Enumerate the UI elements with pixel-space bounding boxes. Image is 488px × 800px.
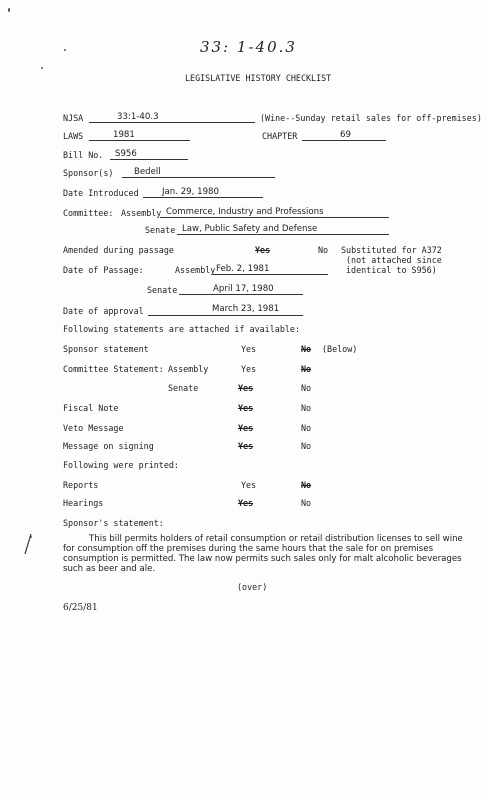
passage-label: Date of Passage:: [63, 265, 144, 275]
printed-reports-no-struck: No: [301, 480, 312, 490]
over-label: (over): [237, 582, 268, 592]
njsa-underline: [89, 122, 255, 123]
statement-text: This bill permits holders of retail consumption or retail distribution licenses to sell wine for consumption off the premises during the same hours that the sale for on premises consumption is permitted. The law now permits such sales only for malt alcoholic beverages such as beer and ale.: [63, 534, 463, 574]
passage-senate-value: April 17, 1980: [213, 284, 274, 294]
passage-assembly-label: Assembly: [175, 265, 216, 275]
njsa-description: (Wine--Sunday retail sales for off-premises): [260, 113, 482, 123]
checklist-message-on-signing-no: No: [301, 441, 312, 451]
laws-label: LAWS: [63, 131, 84, 141]
scan-speck: [41, 67, 43, 69]
passage-senate-label: Senate: [147, 285, 178, 295]
handwritten-statute-number: 33: 1-40.3: [200, 38, 297, 56]
printed-heading: Following were printed:: [63, 460, 179, 470]
checklist-veto-message-yes-struck: Yes: [238, 423, 254, 433]
introduced-underline: [143, 197, 263, 198]
njsa-label: NJSA: [63, 113, 84, 123]
scan-speck: [64, 49, 66, 51]
committee-assembly-label: Assembly: [121, 208, 162, 218]
substituted-line-1: Substituted for A372: [341, 245, 442, 255]
amended-no: No: [318, 245, 329, 255]
checklist-committee-assembly-label: Assembly: [168, 364, 209, 374]
laws-value: 1981: [113, 130, 135, 140]
sponsor-label: Sponsor(s): [63, 168, 114, 178]
printed-hearings-yes-struck: Yes: [238, 498, 254, 508]
margin-pen-mark: [20, 532, 36, 556]
scan-speck: [8, 8, 10, 12]
senate-committee-value: Law, Public Safety and Defense: [182, 224, 318, 234]
checklist-sponsor-statement-label: Sponsor statement: [63, 344, 149, 354]
checklist-message-on-signing-label: Message on signing: [63, 441, 154, 451]
laws-underline: [89, 140, 190, 141]
sponsor-value: Bedell: [134, 167, 161, 177]
passage-assembly-value: Feb. 2, 1981: [216, 264, 270, 274]
bill-underline: [110, 159, 188, 160]
checklist-committee-senate-no: No: [301, 383, 312, 393]
approval-label: Date of approval: [63, 306, 144, 316]
printed-reports-yes: Yes: [241, 480, 257, 490]
page-title: LEGISLATIVE HISTORY CHECKLIST: [185, 73, 332, 83]
njsa-value: 33:1-40.3: [117, 112, 159, 122]
amended-label: Amended during passage: [63, 245, 174, 255]
committee-label: Committee:: [63, 208, 114, 218]
attached-heading: Following statements are attached if available:: [63, 324, 300, 334]
checklist-committee-statement-label: Committee Statement:: [63, 364, 164, 374]
footer-date: 6/25/81: [63, 603, 98, 613]
statement-heading: Sponsor's statement:: [63, 518, 164, 528]
sponsor-underline: [122, 177, 275, 178]
checklist-committee-senate-yes-struck: Yes: [238, 383, 254, 393]
introduced-label: Date Introduced: [63, 188, 139, 198]
bill-label: Bill No.: [63, 150, 104, 160]
chapter-value: 69: [340, 130, 351, 140]
printed-reports-label: Reports: [63, 480, 99, 490]
approval-value: March 23, 1981: [212, 304, 280, 314]
checklist-sponsor-statement-yes: Yes: [241, 344, 257, 354]
checklist-fiscal-note-label: Fiscal Note: [63, 403, 119, 413]
substituted-line-2: (not attached since: [346, 255, 442, 265]
printed-hearings-label: Hearings: [63, 498, 104, 508]
checklist-veto-message-no: No: [301, 423, 312, 433]
checklist-committee-assembly-yes: Yes: [241, 364, 257, 374]
printed-hearings-no: No: [301, 498, 312, 508]
amended-yes-struck: Yes: [255, 245, 271, 255]
assembly-committee-value: Commerce, Industry and Professions: [166, 207, 324, 217]
checklist-message-on-signing-yes-struck: Yes: [238, 441, 254, 451]
checklist-veto-message-label: Veto Message: [63, 423, 124, 433]
checklist-committee-senate-label: Senate: [168, 383, 199, 393]
passage-senate-underline: [179, 294, 303, 295]
chapter-label: CHAPTER: [262, 131, 298, 141]
substituted-line-3: identical to S956): [346, 265, 437, 275]
senate-committee-underline: [177, 234, 389, 235]
introduced-value: Jan. 29, 1980: [162, 187, 219, 197]
passage-assembly-underline: [213, 274, 328, 275]
approval-underline: [148, 315, 303, 316]
checklist-fiscal-note-yes-struck: Yes: [238, 403, 254, 413]
committee-senate-label: Senate: [145, 225, 176, 235]
checklist-sponsor-statement-note: (Below): [322, 344, 358, 354]
assembly-committee-underline: [160, 217, 389, 218]
bill-value: S956: [115, 149, 137, 159]
checklist-committee-assembly-no-struck: No: [301, 364, 312, 374]
checklist-sponsor-statement-no-struck: No: [301, 344, 312, 354]
checklist-fiscal-note-no: No: [301, 403, 312, 413]
chapter-underline: [302, 140, 386, 141]
